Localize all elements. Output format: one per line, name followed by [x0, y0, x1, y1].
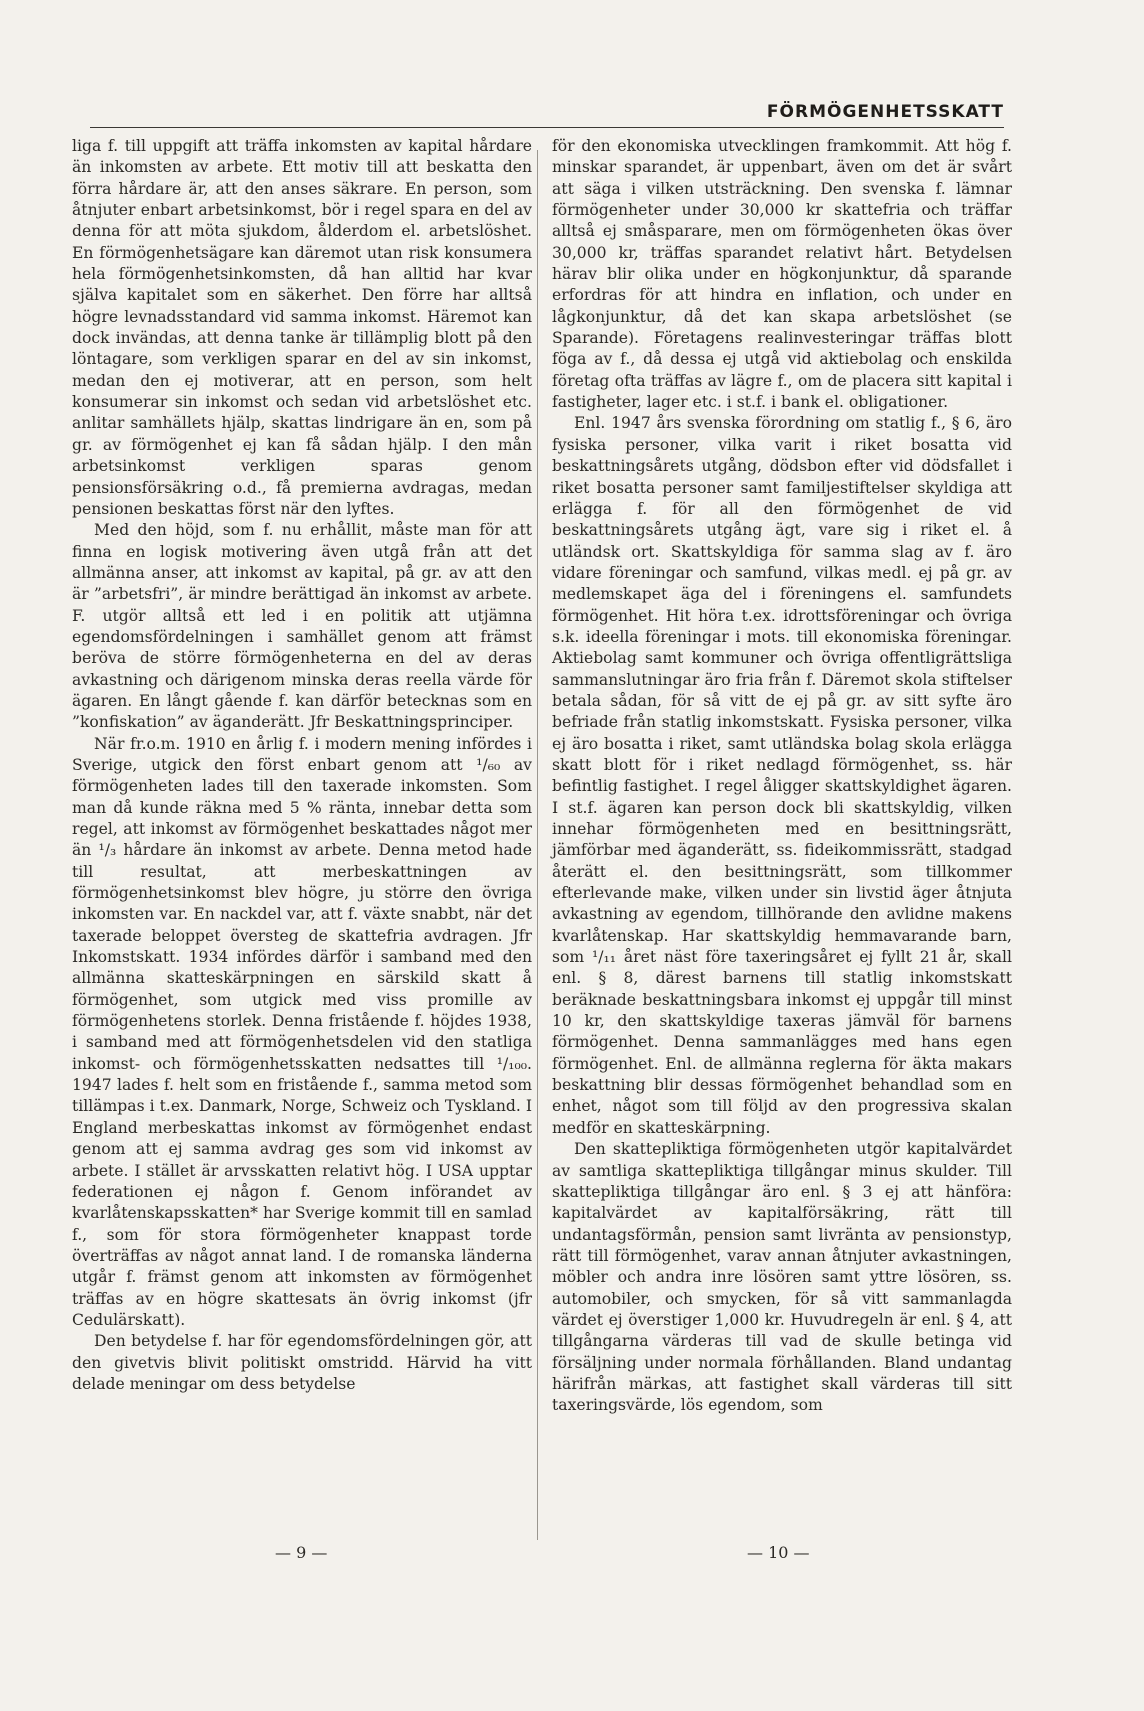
paragraph: för den ekonomiska utvecklingen framkommit. Att hög f. minskar sparandet, är uppenbart, även om det är svårt att säga i vilken utsträckning. Den svenska f. lämnar förmögenheter under 30,000 kr skattefria och träffar alltså ej småsparare, men om förmögenheten ökas över 30,000 kr, träffas sparandet relativt hårt. Betydelsen härav blir olika under en högkonjunktur, då sparande erfordras för att hindra en inflation, och under en lågkonjunktur, då det kan skapa arbetslöshet (se Sparande). Företagens realinvesteringar träffas blott föga av f., då dessa ej utgå vid aktiebolag och enskilda företag ofta träffas av lägre f., om de placera sitt kapital i fastigheter, lager etc. i st.f. i bank el. obligationer. [552, 137, 1012, 412]
left-column [72, 136, 532, 1395]
running-header: FÖRMÖGENHETSSKATT [766, 102, 1004, 122]
paragraph: När fr.o.m. 1910 en årlig f. i modern mening infördes i Sverige, utgick den först enbart genom att ¹/₆₀ av förmögenheten lades till den taxerade inkomsten. Som man då kunde räkna med 5 % ränta, innebar detta som regel, att inkomst av förmögenhet beskattades något mer än ¹/₃ hårdare än inkomst av arbete. Denna metod hade till resultat, att merbeskattningen av förmögenhetsinkomst blev högre, ju större den övriga inkomsten var. En nackdel var, att f. växte snabbt, när det taxerade beloppet översteg de skattefria avdragen. Jfr Inkomstskatt. 1934 infördes därför i samband med den allmänna skatteskärpningen en särskild skatt å förmögenhet, som utgick med viss promille av förmögenhetens storlek. Denna fristående f. höjdes 1938, i samband med att förmögenhetsdelen vid den statliga inkomst- och förmögenhetsskatten nedsattes till ¹/₁₀₀. 1947 lades f. helt som en fristående f., samma metod som tillämpas i t.ex. Danmark, Norge, Schweiz och Tyskland. I England merbeskattas inkomst av förmögenhet endast genom att ej samma avdrag ges som vid inkomst av arbete. I stället är arvsskatten relativt hög. I USA upptar federationen ej någon f. Genom införandet av kvarlåtenskapsskatten* har Sverige kommit till en samlad f., som för stora förmögenheter knappast torde överträffas av något annat land. I de romanska länderna utgår f. främst genom att inkomsten av förmögenhet träffas av en högre skattesats än övrig inkomst (jfr Cedulärskatt). [72, 734, 532, 1329]
column-divider [537, 150, 538, 1540]
page-number-right: — 10 — [747, 1543, 810, 1562]
paragraph: Den skattepliktiga förmögenheten utgör kapitalvärdet av samtliga skattepliktiga tillgångar minus skulder. Till skattepliktiga tillgångar äro enl. § 3 ej att hänföra: kapitalvärdet av kapitalförsäkring, rätt till undantagsförmån, pension samt livränta av pensionstyp, rätt till förmögenhet, varav annan åtnjuter avkastningen, möbler och andra inre lösören samt yttre lösören, ss. automobiler, och smycken, för så vitt sammanlagda värdet ej överstiger 1,000 kr. Huvudregeln är enl. § 4, att tillgångarna värderas till vad de skulle betinga vid försäljning under normala förhållanden. Bland undantag härifrån märkas, att fastighet skall värderas till sitt taxeringsvärde, lös egendom, som [552, 1140, 1012, 1415]
paragraph: Den betydelse f. har för egendomsfördelningen gör, att den givetvis blivit politiskt omstridd. Härvid ha vitt delade meningar om dess betydelse [72, 1332, 532, 1393]
paragraph: Enl. 1947 års svenska förordning om statlig f., § 6, äro fysiska personer, vilka varit i riket bosatta vid beskattningsårets utgång, dödsbon efter vid dödsfallet i riket bosatta personer samt familjestiftelser skyldiga att erlägga f. för all den förmögenhet de vid beskattningsårets utgång ägt, vare sig i riket el. å utländsk ort. Skattskyldiga för samma slag av f. äro vidare föreningar och samfund, vilkas medl. ej på gr. av medlemskapet äga del i föreningens el. samfundets förmögenhet. Hit höra t.ex. idrottsföreningar och övriga s.k. ideella föreningar i mots. till ekonomiska föreningar. Aktiebolag samt kommuner och övriga offentligrättsliga sammanslutningar äro fria från f. Däremot skola stiftelser betala sådan, för så vitt de ej på gr. av sitt syfte äro befriade från statlig inkomstskatt. Fysiska personer, vilka ej äro bosatta i riket, samt utländska bolag skola erlägga skatt blott för i riket nedlagd förmögenhet, ss. här befintlig fastighet. I regel åligger skattskyldighet ägaren. I st.f. ägaren kan person dock bli skattskyldig, vilken innehar förmögenheten med en besittningsrätt, jämförbar med äganderätt, ss. fideikommissrätt, stadgad återätt el. den besittningsrätt, som tillkommer efterlevande make, vilken under sin livstid äger åtnjuta avkastning av egendom, tillhörande den avlidne makens kvarlåtenskap. Har skattskyldig hemmavarande barn, som ¹/₁₁ året näst före taxeringsåret ej fyllt 21 år, skall enl. § 8, därest barnens till statlig inkomstskatt beräknade beskattningsbara inkomst ej uppgår till minst 10 kr, den skattskyldige taxeras jämväl för barnens förmögenhet. Denna sammanlägges med hans egen förmögenhet. Enl. de allmänna reglerna för äkta makars beskattning blir dessas förmögenhet behandlad som en enhet, något som till följd av den progressiva skalan medför en skatteskärpning. [552, 414, 1012, 1137]
paragraph: liga f. till uppgift att träffa inkomsten av kapital hårdare än inkomsten av arbete. Ett motiv till att beskatta den förra hårdare är, att den anses säkrare. En person, som åtnjuter enbart arbetsinkomst, bör i regel spara en del av denna för att möta sjukdom, ålderdom el. arbetslöshet. En förmögenhetsägare kan däremot utan risk konsumera hela förmögenhetsinkomsten, då han alltid har kvar själva kapitalet som en säkerhet. Den förre har alltså högre levnadsstandard vid samma inkomst. Häremot kan dock invändas, att denna tanke är tillämplig blott på den löntagare, som verkligen sparar en del av sin inkomst, medan den ej motiverar, att en person, som helt konsumerar sin inkomst och sedan vid arbetslöshet etc. anlitar samhällets hjälp, skattas lindrigare än en, som på gr. av förmögenhet ej kan få sådan hjälp. I den mån arbetsinkomst verkligen sparas genom pensionsförsäkring o.d., få premierna avdragas, medan pensionen beskattas först när den lyftes. [72, 137, 532, 518]
page-number-left: — 9 — [275, 1543, 328, 1562]
header-rule [90, 127, 1004, 128]
paragraph: Med den höjd, som f. nu erhållit, måste man för att finna en logisk motivering även utgå från att det allmänna anser, att inkomst av kapital, på gr. av att den är ”arbetsfri”, är mindre berättigad än inkomst av arbete. F. utgör alltså ett led i en politik att utjämna egendomsfördelningen i samhället genom att främst beröva de större förmögenheterna en del av deras avkastning och därigenom minska deras reella värde för ägaren. En långt gående f. kan därför betecknas som en ”konfiskation” av äganderätt. Jfr Beskattningsprinciper. [72, 521, 532, 732]
right-column [552, 136, 1012, 1417]
